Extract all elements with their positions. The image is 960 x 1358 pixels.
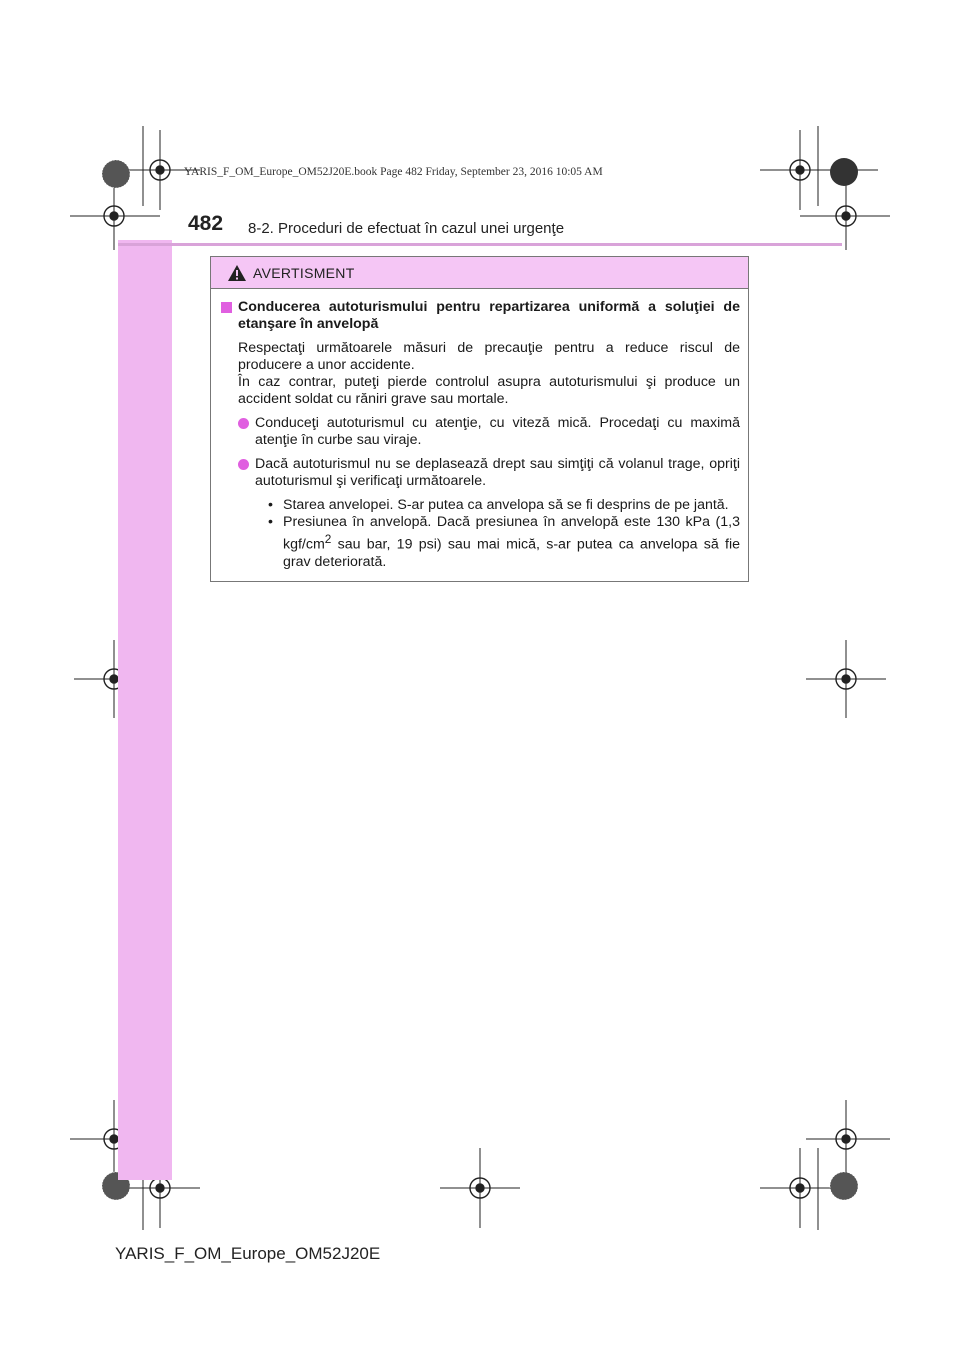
round-bullet-icon (238, 459, 249, 470)
sub-item-text-part: Presiunea în anvelopă. Dacă presiunea în anvelopă este 130 kPa (1,3 kgf/cm (283, 514, 740, 553)
sub-bullet-marker: • (268, 497, 273, 513)
sub-list-item (268, 497, 740, 514)
square-bullet-icon (221, 302, 232, 313)
warning-header (211, 257, 748, 289)
sub-list-item (268, 514, 740, 571)
sub-bullet-marker: • (268, 514, 273, 530)
sub-item-text-part: sau bar, 19 psi) sau mai mică, s-ar putea ca anvelopa să fie grav deteriorată. (283, 536, 740, 570)
superscript: 2 (324, 532, 332, 546)
page-number: 482 (188, 212, 224, 235)
sub-list (238, 497, 740, 571)
warning-title: AVERTISMENT (253, 264, 355, 281)
bullet-list (238, 415, 740, 571)
intro-paragraph-2: În caz contrar, puteţi pierde controlul asupra autoturismului şi produce un accident soldat cu răniri grave sau mortale. (238, 374, 740, 407)
intro-paragraph-1: Respectaţi următoarele măsuri de precauţie pentru a reduce riscul de producere a unor accidente. (238, 340, 740, 373)
footer-code: YARIS_F_OM_Europe_OM52J20E (115, 1244, 381, 1263)
dark-dot-mark-icon (830, 158, 858, 186)
warning-heading-text: Conducerea autoturismului pentru repartizarea uniformă a soluţiei de etanşare în anvelopă (238, 299, 740, 332)
list-item (238, 415, 740, 449)
sub-item-text: Starea anvelopei. S-ar putea ca anvelopa să se fi desprins de pe jantă. (283, 497, 729, 513)
list-item (238, 456, 740, 490)
section-title: 8-2. Proceduri de efectuat în cazul unei urgenţe (248, 220, 565, 237)
round-bullet-icon (238, 418, 249, 429)
bullet-text: Conduceţi autoturismul cu atenţie, cu viteză mică. Procedaţi cu maximă atenţie în curbe sau viraje. (255, 415, 740, 448)
sub-item-text (283, 514, 740, 571)
warning-heading (221, 299, 740, 333)
header-rule (118, 243, 842, 246)
bullet-text: Dacă autoturismul nu se deplasează drept sau simţiţi că volanul trage, opriţi autoturismul şi verificaţi următoarele. (255, 456, 740, 489)
side-tab-strip (118, 240, 172, 1180)
warning-box (210, 256, 749, 582)
warning-body (211, 289, 748, 571)
warning-triangle-icon (227, 264, 247, 282)
book-stamp: YARIS_F_OM_Europe_OM52J20E.book Page 482 Friday, September 23, 2016 10:05 AM (184, 166, 603, 178)
